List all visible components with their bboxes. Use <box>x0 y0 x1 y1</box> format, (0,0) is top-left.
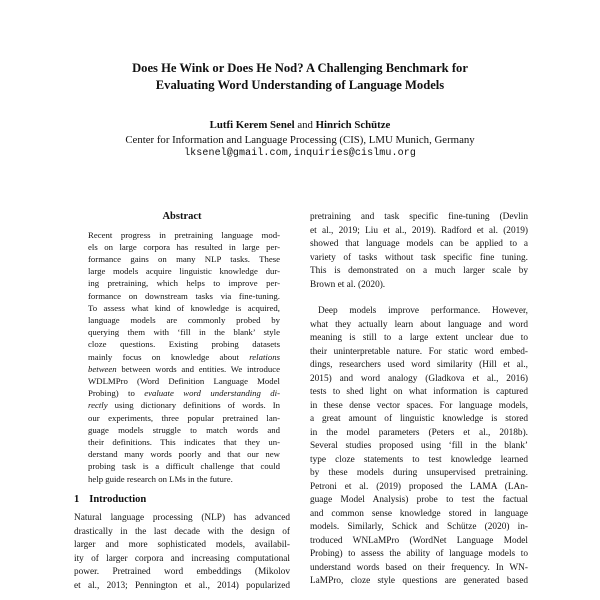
body-line: Brown et al. (2020). <box>310 279 386 290</box>
abstract-line: their definitions. This indicates that they un- <box>88 436 280 447</box>
abstract-line: ing pretraining, which helps to improve per- <box>88 278 280 289</box>
abstract-italic: rectly <box>88 400 108 411</box>
body-line: Probing) to assess the ability of language models to <box>310 549 528 559</box>
paragraph-1 <box>310 211 528 292</box>
abstract-line: derstand many words poorly and that our new <box>88 449 280 460</box>
body-line: guage Model Analysis) probe to test the factual <box>310 495 528 505</box>
body-line: larger and more sophisticated models, availabil- <box>74 540 290 551</box>
abstract-line <box>88 399 280 411</box>
body-line: tests to shed light on what information is captured <box>310 387 528 397</box>
title-line-1: Does He Wink or Does He Nod? A Challenging Benchmark for <box>132 61 468 75</box>
abstract-line: cloze questions. Existing probing datasets <box>88 339 280 350</box>
author-1: Lutfi Kerem Senel <box>209 119 295 131</box>
abstract-line: language models are commonly probed by <box>88 314 280 325</box>
body-line: Natural language processing (NLP) has advanced <box>74 513 290 524</box>
abstract-text: Probing) to <box>88 388 135 399</box>
paper-title <box>60 60 540 94</box>
body-line: 2015) and word analogy (Gladkova et al., 2016) <box>310 373 528 384</box>
body-line: type cloze statements to test knowledge learned <box>310 454 528 465</box>
body-line: drastically in the last decade with the design of <box>74 526 290 537</box>
body-line: by these models during unsupervised pretraining. <box>310 468 528 478</box>
body-line: meaning is still to a large extent unclear due to <box>310 333 528 343</box>
author-emails: lksenel@gmail.com,inquiries@cislmu.org <box>184 148 416 159</box>
abstract-line: our experiments, three popular pretrained lan- <box>88 412 280 423</box>
body-line: power. Pretrained word embeddings (Mikolov <box>74 567 290 578</box>
paragraph-2 <box>310 305 528 589</box>
abstract-italic: relations <box>249 351 281 362</box>
author-2: Hinrich Schütze <box>315 119 391 131</box>
body-line: variety of tasks without task specific fine tuning. <box>310 252 528 263</box>
body-line: et al., 2019; Liu et al., 2019). Radford et al. (2019) <box>310 225 528 236</box>
body-line: showed that language models can be applied to a <box>310 239 528 249</box>
body-line: LaMPro, cloze style questions are generated based <box>310 576 528 586</box>
section-title: Introduction <box>89 493 147 505</box>
affiliation: Center for Information and Language Processing (CIS), LMU Munich, Germany <box>125 133 475 146</box>
title-line-2: Evaluating Word Understanding of Language Models <box>155 78 445 92</box>
body-line: troduced WNLaMPro (WordNet Language Model <box>310 535 528 546</box>
right-column <box>310 211 528 589</box>
abstract-line: querying them with ‘fill in the blank’ style <box>88 327 280 338</box>
abstract-line <box>88 387 280 399</box>
body-line: and common sense knowledge stored in language <box>310 508 528 519</box>
section-number: 1 <box>74 493 80 505</box>
body-line: Several studies proposed using ‘fill in the blank’ <box>310 441 528 451</box>
author-conjunction: and <box>297 119 313 131</box>
abstract-line: Recent progress in pretraining language mod- <box>88 229 280 240</box>
abstract-italic: evaluate word understanding di- <box>144 388 280 399</box>
body-line: et al., 2013; Pennington et al., 2014) popularized <box>74 580 290 591</box>
abstract-body <box>74 229 290 485</box>
abstract-text: using dictionary definitions of words. In <box>114 400 281 411</box>
body-line: their uninterpretable nature. For static word embed- <box>310 346 528 357</box>
abstract-line: probing task is a difficult challenge that could <box>88 461 280 472</box>
body-line: what they actually learn about language and word <box>310 319 528 330</box>
body-line: in the model parameters (Peters et al., 2018b). <box>310 427 528 438</box>
abstract-line: WDLMPro (Word Definition Language Model <box>88 375 280 386</box>
abstract-line: help guide research on LMs in the future. <box>88 473 233 484</box>
abstract-text: between words and entities. We introduce <box>121 363 280 374</box>
abstract-line: To assess what kind of knowledge is acquired, <box>88 302 280 313</box>
body-line: ity of larger corpora and increasing computational <box>74 553 290 564</box>
body-line: models. Similarly, Schick and Schütze (2020) in- <box>310 522 528 532</box>
abstract-line <box>88 351 280 363</box>
body-line: This is demonstrated on a much larger scale by <box>310 266 528 276</box>
author-names <box>60 118 540 133</box>
body-line: a great amount of linguistic knowledge is stored <box>310 414 528 424</box>
abstract-line: els on large corpora has resulted in large per- <box>88 241 280 252</box>
abstract-heading: Abstract <box>162 211 202 222</box>
left-column <box>74 210 290 593</box>
body-line: in these dense vector spaces. For language models, <box>310 400 528 411</box>
author-block <box>60 118 540 162</box>
abstract-line: large models acquire linguistic knowledge dur- <box>88 266 280 277</box>
section-heading-introduction <box>74 493 290 507</box>
abstract-line: between between words and entities. We introduce <box>88 363 280 374</box>
body-line: pretraining and task specific fine-tuning (Devlin <box>310 212 528 222</box>
body-line: dings, researchers used word similarity (Hill et al., <box>310 360 528 370</box>
body-line: Petroni et al. (2019) proposed the LAMA (LAn- <box>310 481 528 492</box>
abstract-line: guage models struggle to match words and <box>88 424 280 435</box>
body-line: understand words based on their frequency. In WN- <box>310 562 528 573</box>
body-line: Deep models improve performance. However, <box>318 306 528 316</box>
introduction-body <box>74 512 290 593</box>
abstract-text: mainly focus on knowledge about <box>88 351 239 362</box>
abstract-line: formance on downstream tasks via fine-tuning. <box>88 290 280 301</box>
abstract-line: formance gains on many NLP tasks. These <box>88 253 280 264</box>
